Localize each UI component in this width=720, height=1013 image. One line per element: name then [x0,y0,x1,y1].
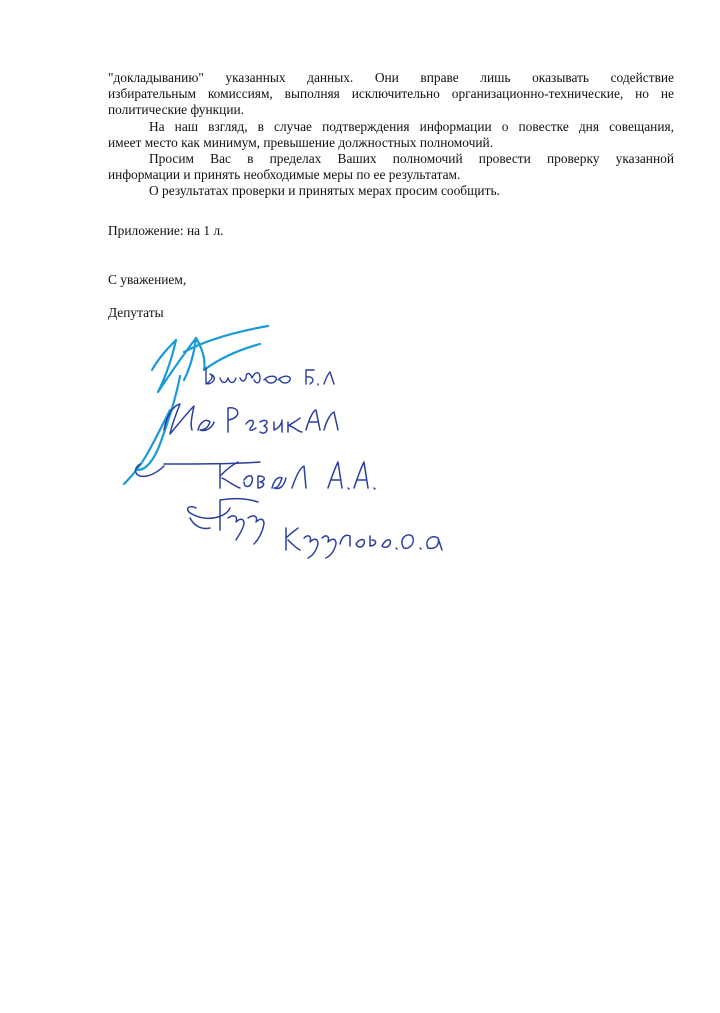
paragraph-1 [108,70,674,119]
paragraph-3-line-1: Просим Вас в пределах Ваших полномочий провести проверку указанной [149,151,674,167]
paragraph-4-line-1: О результатах проверки и принятых мерах просим сообщить. [149,183,500,199]
paragraph-2 [108,119,674,151]
closing-regards: С уважением, [108,272,187,287]
letter-body [108,70,674,200]
paragraph-3-line-2: информации и принять необходимые меры по ее результатам. [108,167,461,183]
signature-1 [124,326,268,484]
paragraph-1-line-3: политические функции. [108,102,245,118]
attachment-note: Приложение: на 1 л. [108,223,224,238]
signature-3 [136,462,376,489]
signature-name-1 [206,368,334,385]
paragraph-1-line-1: "докладыванию" указанных данных. Они вправе лишь оказывать содействие [108,70,674,85]
signature-4 [188,499,442,558]
paragraph-4 [108,183,674,199]
paragraph-1-line-2: избирательным комиссиям, выполняя исключительно организационно-технические, но не [108,86,674,102]
paragraph-2-line-1: На наш взгляд, в случае подтверждения информации о повестке дня совещания, [149,118,674,134]
paragraph-2-line-2: имеет место как минимум, превышение должностных полномочий. [108,134,494,150]
signature-2 [164,404,338,434]
paragraph-3 [108,151,674,183]
signatory-title: Депутаты [108,305,164,320]
handwritten-signatures [110,318,490,568]
